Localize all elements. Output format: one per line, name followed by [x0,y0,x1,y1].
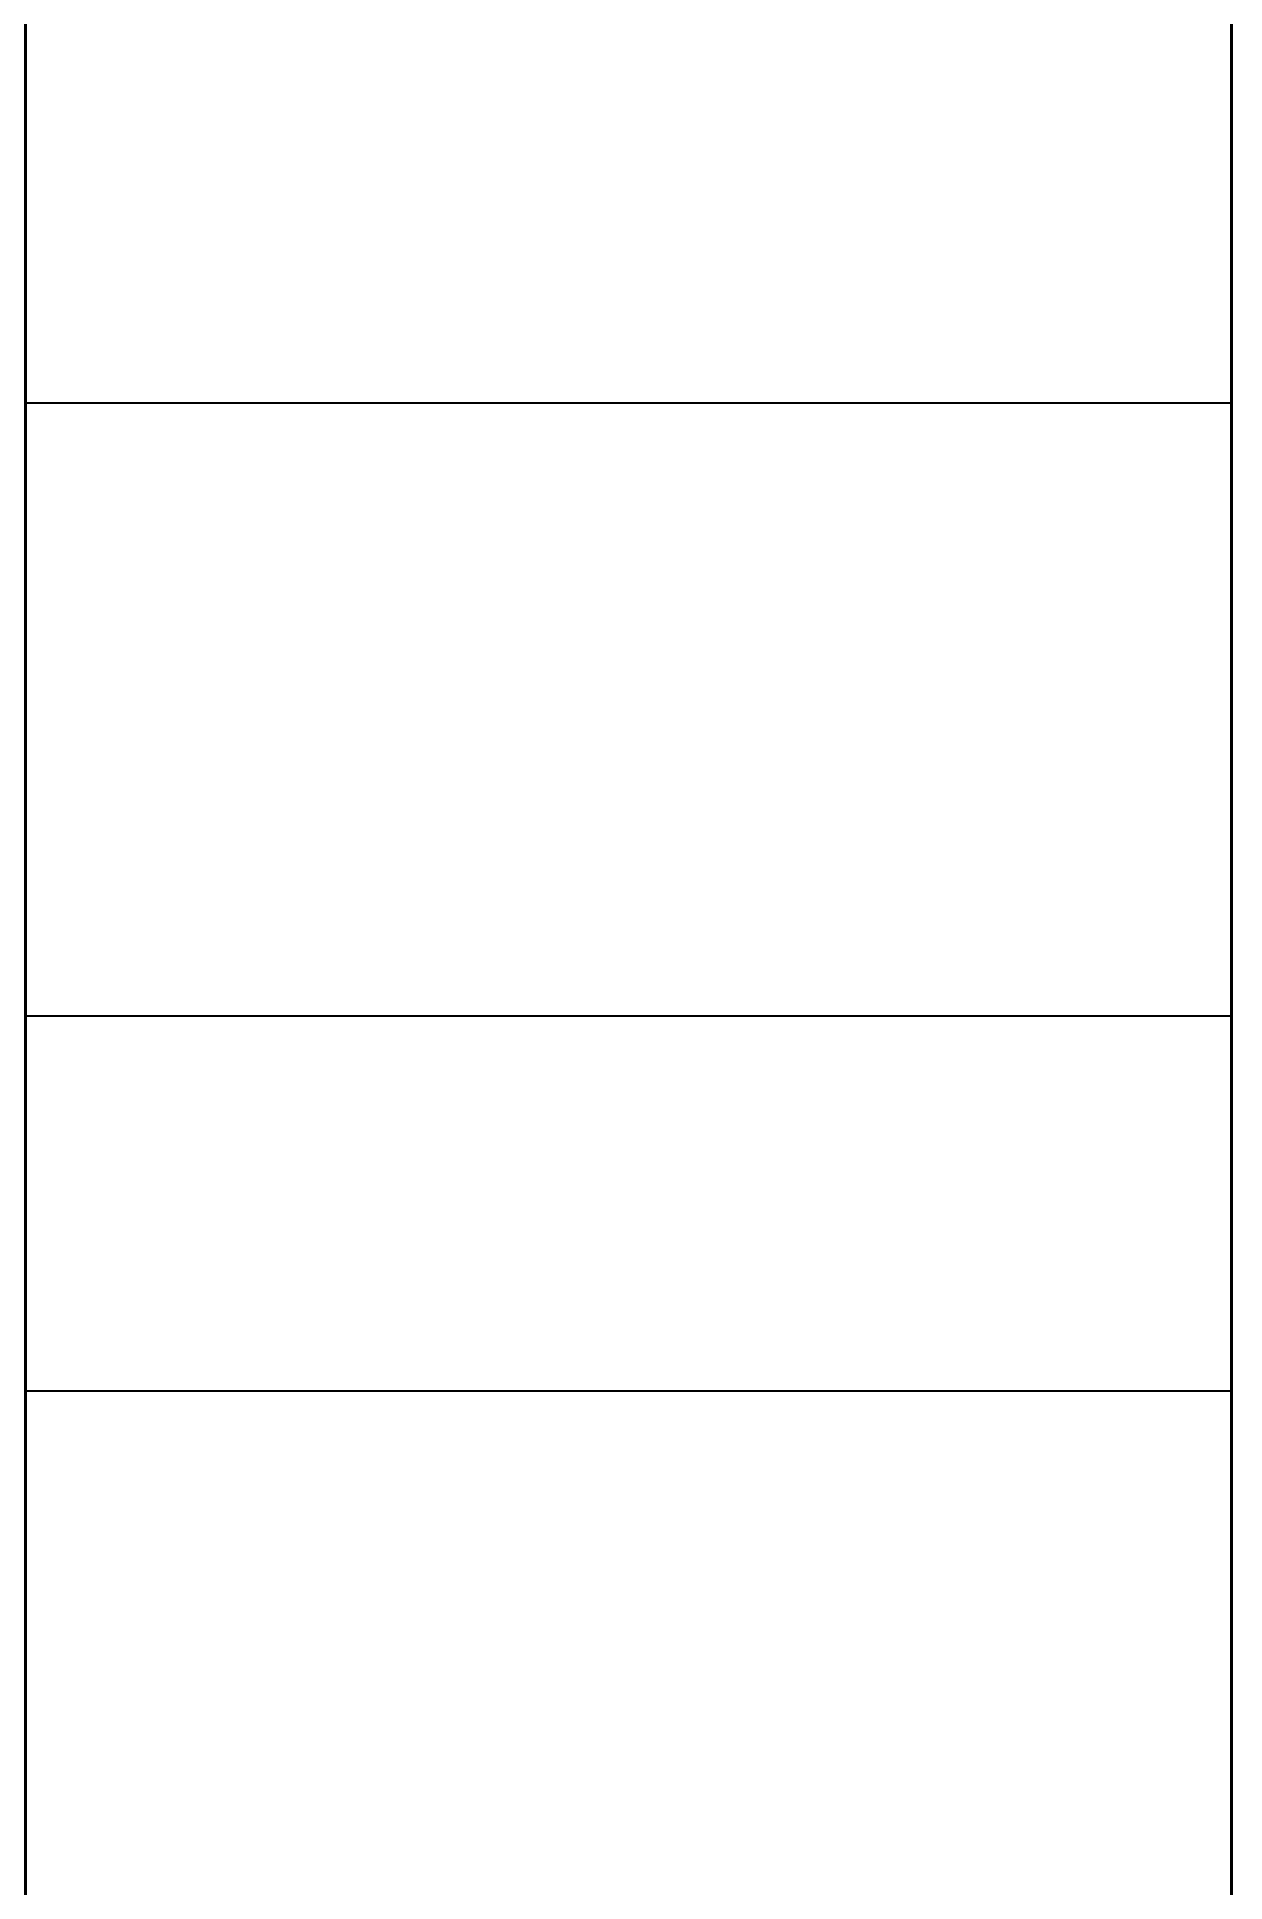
text-line [248,649,294,1009]
text-line [597,1024,643,1384]
text-line [407,649,453,1009]
text-line [648,1024,694,1384]
text-line [1043,649,1089,1009]
text-line [1158,1024,1204,1384]
text-line [750,1024,796,1384]
text-line [301,649,347,1009]
column-divider-left [24,1390,1230,1392]
column-current-law [36,1024,1226,1384]
text-line [495,1024,541,1384]
text-line [801,1024,847,1384]
text-line [142,649,188,1009]
text-line [195,649,241,1009]
text-line [699,1024,745,1384]
text-line [513,649,559,1009]
text-line [725,649,771,1009]
text-line [189,1024,235,1384]
table-bottom-rule [1230,24,1233,1895]
text-line [291,1024,337,1384]
text-line [444,1024,490,1384]
text-line [954,1024,1000,1384]
table-top-rule [24,24,27,1895]
text-line [852,1024,898,1384]
text-line [672,649,718,1009]
text-line [1005,1024,1051,1384]
text-line [619,649,665,1009]
text-line [546,1024,592,1384]
text-line [778,649,824,1009]
text-line [1056,1024,1102,1384]
text-line [460,649,506,1009]
column-divider-right [24,402,1230,404]
text-line [1096,649,1142,1009]
text-line [884,649,930,1009]
column-amendment-text [36,649,1226,1009]
text-line [1149,649,1195,1009]
text-line [1107,1024,1153,1384]
text-line [36,1024,82,1384]
text-line [342,1024,388,1384]
text-line [354,649,400,1009]
text-line [566,649,612,1009]
text-line [990,649,1036,1009]
text-line [138,1024,184,1384]
text-line [36,649,82,1009]
text-line [393,1024,439,1384]
text-line [87,1024,133,1384]
text-line [903,1024,949,1384]
text-line [89,649,135,1009]
text-line [831,649,877,1009]
column-divider-middle [24,1015,1230,1017]
text-line [937,649,983,1009]
column-explanation [36,26,1226,396]
text-line [240,1024,286,1384]
